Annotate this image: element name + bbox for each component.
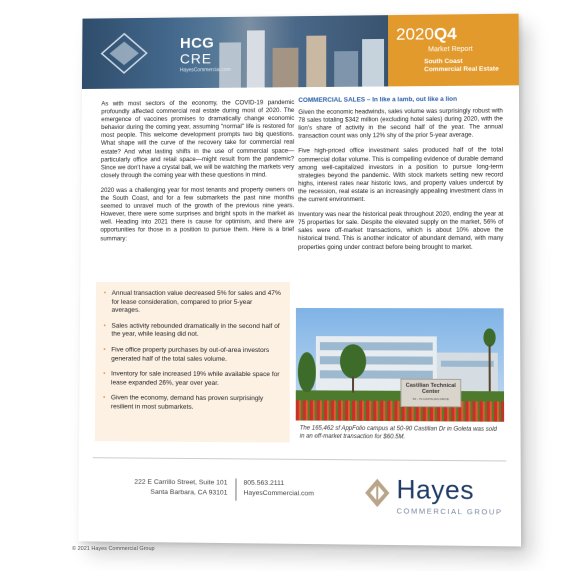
brand-subtitle: COMMERCIAL GROUP [396, 506, 503, 517]
summary-item: • Five office property purchases by out-of-area investors generated half of the total sales volume. [111, 347, 282, 365]
property-sign: Castilian Technical Center 50 - 70 CASTILIAN DRIVE [400, 379, 461, 408]
website-link[interactable]: HayesCommercial.com [243, 489, 314, 498]
summary-item: • Annual transaction value decreased 5% for sales and 47% for lease consideration, compared to prior 5-year averages. [112, 290, 282, 316]
right-column [298, 95, 503, 258]
logo-hcg: HCG [179, 34, 215, 52]
report-period: 2020Q4 [396, 24, 457, 44]
logo-url: HayesCommercial.com [179, 67, 231, 74]
section-title: COMMERCIAL SALES – In like a lamb, out like a lion [298, 95, 458, 104]
intro-paragraph: As with most sectors of the economy, the COVID-19 pandemic profoundly affected commercial real estate during most of 2020. The emergence of vaccines promises to dramatically change economic behavior during the coming year, assuming "normal" life is restored for most people. This welcome development prompts two big questions. What shape will the curve of the recovery take for commercial real estate? And what lasting shifts in the use of commercial space—particularly office and retail space—might result from the pandemic? Since we don't have a crystal ball, we will be watching the markets very closely through the coming year with these questions in mind. [100, 99, 295, 180]
photo-caption: The 165,462 sf AppFolio campus at 50-90 Castilian Dr in Goleta was sold in an off-market transaction for $60.5M. [299, 425, 497, 441]
logo-cre: CRE [179, 50, 213, 67]
report-page [78, 14, 521, 547]
report-region: South Coast Commercial Real Estate [424, 57, 499, 74]
footer-divider [93, 457, 507, 461]
footer-separator [235, 479, 236, 501]
summary-item: • Inventory for sale increased 19% while available space for lease expanded 26%, year over year. [111, 371, 282, 389]
report-header [82, 14, 519, 89]
summary-item: • Given the economy, demand has proven surprisingly resilient in most submarkets. [111, 395, 282, 413]
hcg-logo-icon [100, 32, 149, 76]
sales-paragraph-2: Five high-priced office investment sales produced half of the total commercial dollar volume. This is compelling evidence of durable demand among well-capitalized investors in a position to pursue long-term strategies beyond the pandemic. With stock markets setting new record highs, interest rates near historic lows, and property values undercut by the recession, real estate is an increasingly appealing investment class in the current environment. [298, 146, 504, 204]
sales-paragraph-3: Inventory was near the historical peak throughout 2020, ending the year at 75 properties for sale. Despite the elevated supply on the market, 56% of sales were off-market transactions, which is about 10% above the historical trend. This is another indicator of abundant demand, with many properties going under contract before being brought to market. [298, 210, 504, 251]
sales-paragraph-1: Given the economic headwinds, sales volume was surprisingly robust with 78 sales totaling $342 million (excluding hotel sales) during 2020, with the lion's share of activity in the second half of the year. The annual transaction count was only 12% shy of the prior 5-year average. [298, 107, 503, 141]
report-type: Market Report [428, 45, 473, 54]
brand-name: Hayes [396, 473, 475, 506]
footer-contact [243, 479, 314, 500]
footer-address: 222 E Carrillo Street, Suite 101 Santa Barbara, CA 93101 [134, 478, 228, 497]
copyright: © 2021 Hayes Commercial Group [72, 546, 155, 552]
summary-item: • Sales activity rebounded dramatically in the second half of the year, while leasing did not. [111, 322, 282, 340]
summary-intro-paragraph: 2020 was a challenging year for most tenants and property owners on the South Coast, and for a few submarkets the past nine months seemed to unravel much of the growth of the previous nine years. However, there were some surprises and bright spots in the market as well. Heading into 2021 there is cause for optimism, and there are opportunities for those in a position to pursue them. Here is a brief summary: [100, 186, 295, 242]
hayes-logo-icon [364, 478, 390, 509]
summary-box [95, 282, 290, 443]
left-column [100, 99, 294, 250]
property-photo [296, 308, 504, 422]
phone-number: 805.563.2111 [243, 479, 285, 488]
